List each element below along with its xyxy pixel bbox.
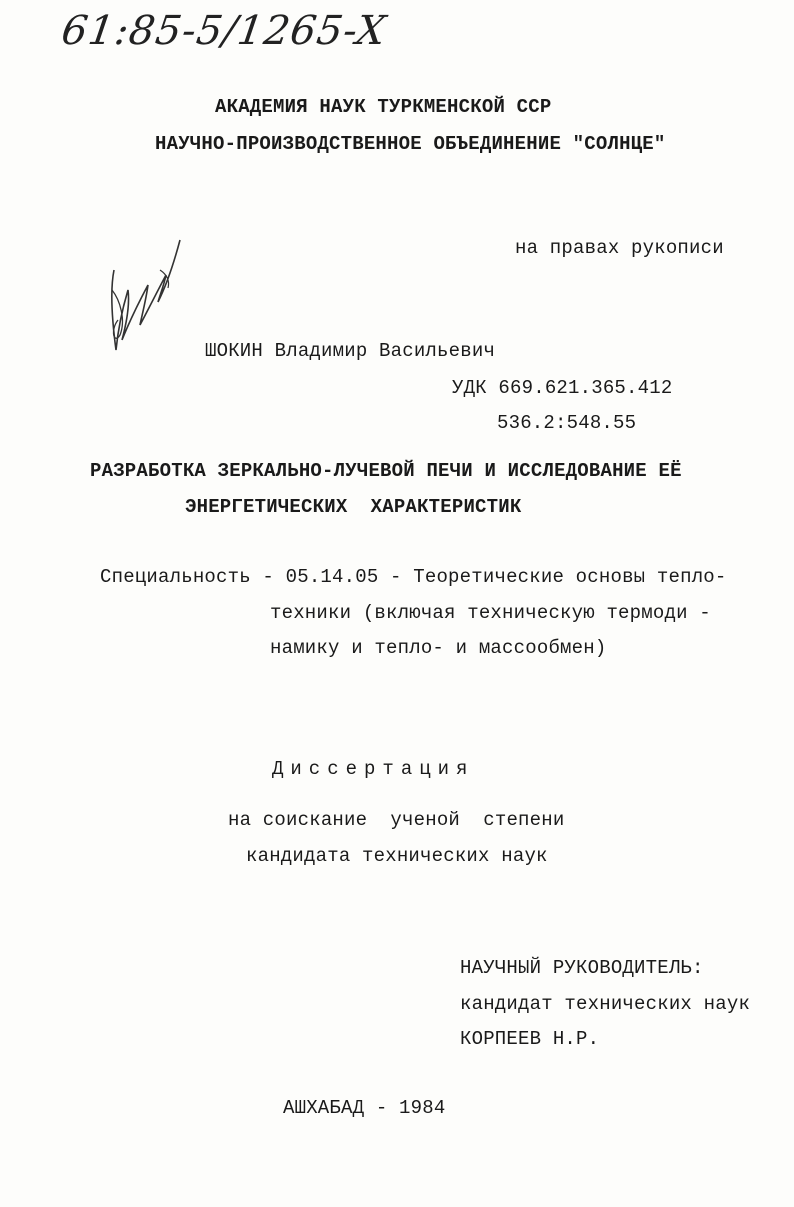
dissertation-degree: кандидата технических наук [246,845,548,867]
author-name: ШОКИН Владимир Васильевич [205,340,496,362]
supervisor-label: НАУЧНЫЙ РУКОВОДИТЕЛЬ: [460,957,704,979]
dissertation-heading: Диссертация [272,758,475,780]
specialty-line-1: Специальность - 05.14.05 - Теоретические основы тепло- [100,566,727,588]
thesis-title-line-2: ЭНЕРГЕТИЧЕСКИХ ХАРАКТЕРИСТИК [185,496,522,518]
handwritten-archive-number: 61:85-5/1265-X [58,8,390,54]
specialty-line-3: намику и тепло- и массообмен) [270,637,607,659]
thesis-title-line-1: РАЗРАБОТКА ЗЕРКАЛЬНО-ЛУЧЕВОЙ ПЕЧИ И ИССЛЕДОВАНИЕ ЕЁ [90,460,682,482]
academy-title: АКАДЕМИЯ НАУК ТУРКМЕНСКОЙ ССР [215,96,552,118]
place-and-year: АШХАБАД - 1984 [283,1097,446,1119]
dissertation-purpose: на соискание ученой степени [228,809,565,831]
specialty-line-2: техники (включая техническую термоди - [270,602,711,624]
manuscript-note: на правах рукописи [515,237,724,259]
udk-line-1: УДК 669.621.365.412 [452,377,673,399]
supervisor-degree: кандидат технических наук [460,993,751,1015]
signature-image [100,230,190,370]
udk-line-2: 536.2:548.55 [497,412,637,434]
organization-title: НАУЧНО-ПРОИЗВОДСТВЕННОЕ ОБЪЕДИНЕНИЕ "СОЛНЦЕ" [155,133,666,155]
supervisor-name: КОРПЕЕВ Н.Р. [460,1028,600,1050]
